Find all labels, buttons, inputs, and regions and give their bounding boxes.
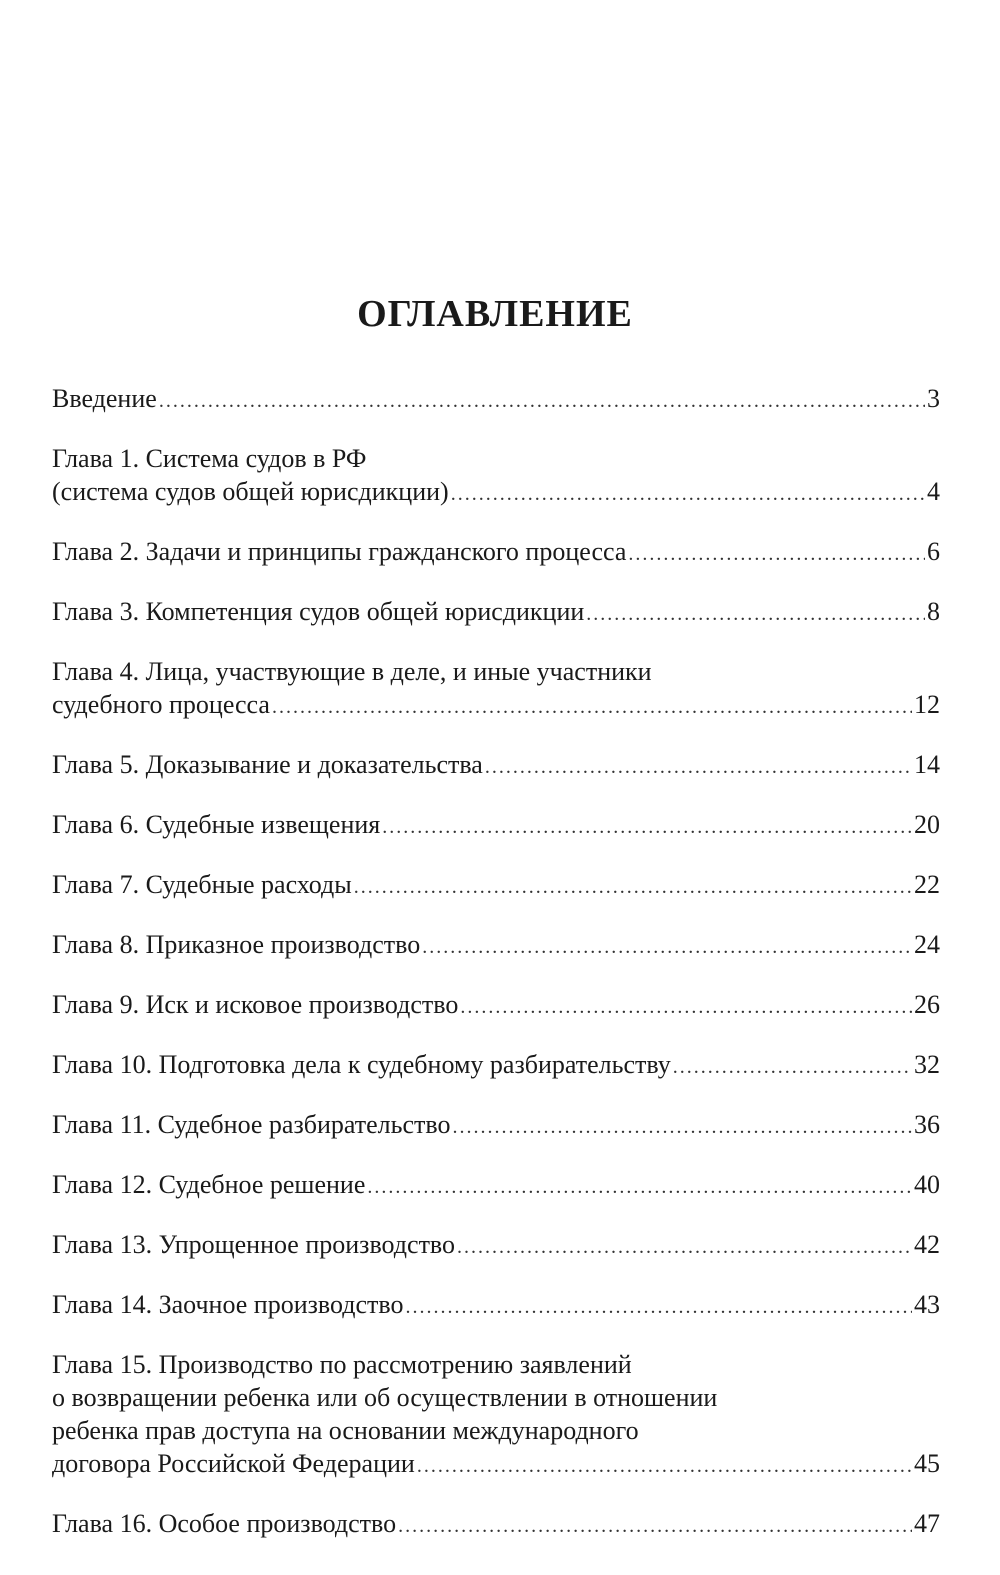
toc-entry-title-line: Глава 15. Производство по рассмотрению заявлений [52,1350,632,1379]
toc-entry [52,1168,940,1204]
toc-entry-page-number: 26 [914,990,940,1019]
toc-entry-page-number: 3 [927,384,940,413]
toc-entry-title: Глава 11. Судебное разбирательство [52,1110,451,1139]
dot-leader [354,871,912,904]
toc-entry-page-number: 32 [914,1050,940,1079]
toc-entry-page-number: 42 [914,1230,940,1259]
toc-entry-title-line: о возвращении ребенка или об осуществлении в отношении [52,1383,718,1412]
dot-leader [628,538,925,571]
toc-entry-title: Глава 9. Иск и исковое производство [52,990,459,1019]
toc-entry-title: Глава 3. Компетенция судов общей юрисдикции [52,597,585,626]
toc-entry-line [52,1507,940,1543]
toc-entry-page-number: 43 [914,1290,940,1319]
toc-entry-title: Глава 14. Заочное производство [52,1290,404,1319]
dot-leader [272,691,912,724]
dot-leader [367,1171,912,1204]
toc-entry-page-number: 47 [914,1509,940,1538]
dot-leader [460,991,912,1024]
toc-entry-title: договора Российской Федерации [52,1449,415,1478]
toc-entry [52,535,940,571]
dot-leader [159,385,925,418]
toc-entry [52,868,940,904]
toc-entry-page-number: 45 [914,1449,940,1478]
dot-leader [452,1111,912,1144]
toc-entry [52,988,940,1024]
toc-entry-line [52,1108,940,1144]
dot-leader [586,598,925,631]
toc-entry-line [52,928,940,964]
dot-leader [422,931,912,964]
toc-entry-title: Глава 13. Упрощенное производство [52,1230,456,1259]
toc-entry-page-number: 24 [914,930,940,959]
toc-entry-title: Глава 16. Особое производство [52,1509,397,1538]
toc-entry-title: Глава 12. Судебное решение [52,1170,366,1199]
toc-entry-line [52,1228,940,1264]
toc-entry-line [52,535,940,571]
dot-leader [398,1510,912,1543]
toc-entry-title: Глава 5. Доказывание и доказательства [52,750,483,779]
toc-entry [52,1288,940,1324]
dot-leader [451,478,925,511]
dot-leader [673,1051,912,1084]
toc-entry-page-number: 40 [914,1170,940,1199]
toc-entry-line [52,748,940,784]
toc-entry-line [52,988,940,1024]
toc-entry-title: Введение [52,384,157,413]
toc-entry [52,928,940,964]
toc-entry-line [52,1168,940,1204]
toc-entry-line [52,868,940,904]
toc-entry [52,1348,940,1483]
toc-entry-line [52,475,940,511]
toc-entry-page-number: 4 [927,477,940,506]
page-title: ОГЛАВЛЕНИЕ [357,293,633,335]
dot-leader [405,1291,912,1324]
toc-entry-page-number: 8 [927,597,940,626]
toc-entry-title: Глава 7. Судебные расходы [52,870,352,899]
toc-entry-title-line: Глава 4. Лица, участвующие в деле, и иные участники [52,657,652,686]
table-of-contents [52,382,940,1567]
toc-entry-line [52,382,940,418]
toc-entry-title: Глава 8. Приказное производство [52,930,421,959]
toc-entry [52,595,940,631]
toc-entry-page-number: 14 [914,750,940,779]
toc-entry-line [52,1288,940,1324]
toc-entry [52,1048,940,1084]
toc-entry [52,655,940,724]
toc-entry-page-number: 22 [914,870,940,899]
toc-entry [52,442,940,511]
toc-entry [52,382,940,418]
toc-entry-title: Глава 2. Задачи и принципы гражданского процесса [52,537,627,566]
toc-entry-title: Глава 6. Судебные извещения [52,810,381,839]
toc-entry [52,808,940,844]
toc-entry [52,1507,940,1543]
toc-entry [52,748,940,784]
toc-entry-line [52,808,940,844]
toc-entry-line [52,688,940,724]
toc-entry-title: (система судов общей юрисдикции) [52,477,449,506]
toc-entry-line [52,1447,940,1483]
dot-leader [485,751,912,784]
toc-entry-title-line: Глава 1. Система судов в РФ [52,444,367,473]
toc-entry-title: судебного процесса [52,690,270,719]
dot-leader [457,1231,912,1264]
toc-entry-title-line: ребенка прав доступа на основании международного [52,1416,639,1445]
toc-entry [52,1228,940,1264]
dot-leader [382,811,912,844]
toc-entry-line [52,1048,940,1084]
toc-entry-page-number: 36 [914,1110,940,1139]
toc-entry-title: Глава 10. Подготовка дела к судебному разбирательству [52,1050,671,1079]
toc-entry-page-number: 6 [927,537,940,566]
toc-entry-page-number: 12 [914,690,940,719]
dot-leader [417,1450,912,1483]
toc-entry-line [52,595,940,631]
toc-entry [52,1108,940,1144]
toc-entry-page-number: 20 [914,810,940,839]
